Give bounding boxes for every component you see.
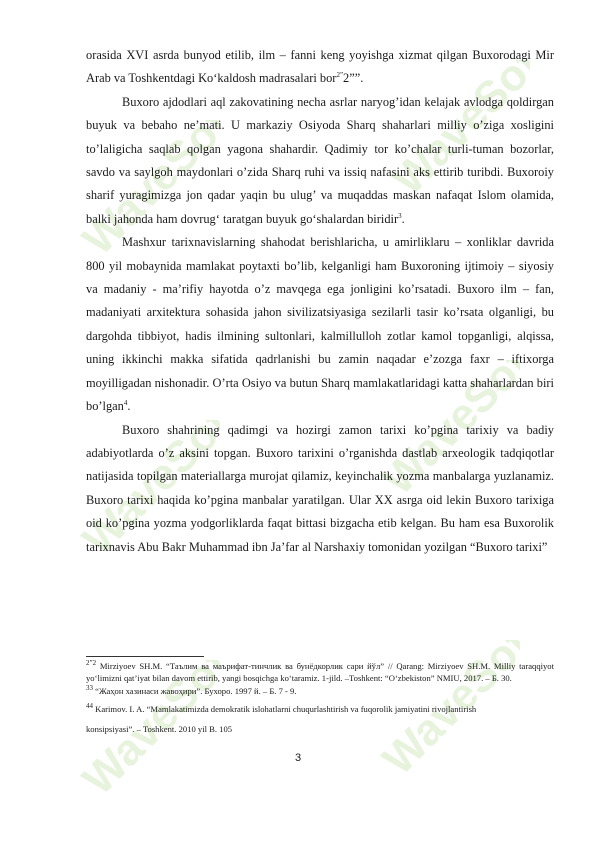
paragraph-text: Buxoro shahrining qadimgi va hozirgi zamon tarixi ko’pgina tarixiy va badiy adabiyotlarda o’z aksini topgan. Buxoro tarixini o’rganishda dastlab arxeologik tadqiqotlar natijasida topilgan materiallarga murojat qilamiz, keyinchalik yozma manbalarga yuzlanamiz. Buxoro tarixi haqida ko’pgina manbalar yaratilgan. Ular XX asrga oid lekin Buxoro tarixiga oid ko’pgina yozma yodgorliklarda faqat bittasi bizgacha etib kelgan. Bu ham esa Buxorolik tarixnavis Abu Bakr Muhammad ibn Ja’far al Narshaxiy tomonidan yozilgan “Buxoro tarixi” bbox=[86, 422, 554, 554]
footnote-text: Karimov. I. A. “Mamlakatimizda demokratik islohatlarni chuqurlashtirish va fuqorolik jamiyatini rivojlantirish bbox=[93, 704, 477, 714]
footnote bbox=[86, 660, 554, 684]
footnote-mark: 2”2 bbox=[86, 659, 97, 668]
watermark-text: WaveSoft bbox=[373, 360, 520, 505]
watermark-text: WaveSoft bbox=[73, 420, 220, 565]
watermark-text: WaveSoft bbox=[73, 660, 220, 805]
watermark-text: WaveSoft bbox=[73, 120, 220, 265]
paragraph bbox=[86, 91, 554, 231]
footnote-ref: 3 bbox=[398, 211, 402, 220]
footnotes bbox=[86, 660, 554, 736]
page-number: 3 bbox=[294, 752, 302, 764]
body-text bbox=[86, 44, 554, 559]
paragraph bbox=[86, 44, 554, 91]
paragraph-text: . bbox=[401, 211, 405, 226]
footnote-text: konsipsiyasi”. – Toshkent. 2010 yil B. 105 bbox=[86, 724, 233, 734]
footnote-mark: 33 bbox=[86, 684, 93, 693]
paragraph-text: Mashxur tarixnavislarning shahodat berishlaricha, u amirliklaru – xonliklar davrida 800 yil mobaynida mamlakat poytaxti bo’lib, kelganligi ham Buxoroning ijtimoiy – siyosiy va madaniy - ma’rifiy hayotda o’z mavqega ega jonligini ko’rsatadi. Buxoro ilm – fan, madaniyati arxitektura sohasida jahon sivilizatsiyasiga sezilarli tasir ko’rsata olganligi, bu dargohda tibbiyot, hadis ilmining sultonlari, kalmillulloh zotlar kamol topganligi, alqissa, uning ikkinchi makka sifatida qadrlanishi bu zamin naqadar e’zozga faxr – iftixorga moyilligadan nishonadir. O’rta Osiyo va butun Sharq mamlakatlaridagi katta shaharlardan biri bo’lgan bbox=[86, 235, 554, 414]
footnote bbox=[86, 685, 554, 697]
paragraph bbox=[86, 231, 554, 418]
footnote-mark: 44 bbox=[86, 702, 93, 711]
footnote-text: “Жаҳон хазинаси жавоҳири”. Бухоро. 1997 й. – Б. 7 - 9. bbox=[93, 686, 297, 696]
footnote-separator bbox=[86, 656, 204, 657]
footnote bbox=[86, 703, 554, 735]
watermark-text: WaveSoft bbox=[383, 60, 530, 205]
paragraph bbox=[86, 419, 554, 559]
paragraph-text: Buxoro ajdodlari aql zakovatining necha asrlar naryog’idan kelajak avlodga qoldirgan buyuk va bebaho ne’mati. U markaziy Osiyoda Sharq shaharlari milliy o’ziga xosligini to’laligicha saqlab qolgan yagona shahardir. Qadimiy tor ko’chalar turli-tuman bozorlar, savdo va saylgoh maydonlari o’zida Sharq ruhi va issiq nafasini aks ettirib turibdi. Buxoroiy sharif yuragimizga jon qadar yaqin bu ulug’ va muqaddas maskan nafaqat Islom olamida, balki jahonda ham dovrug‘ taratgan buyuk go‘shalardan biridir bbox=[86, 94, 554, 226]
footnote-text: Mirziyoev SH.M. “Таълим ва маърифат-тинчлик ва бунёдкорлик сари йўл” // Qarang: Mirziyoev SH.M. Milliy taraqqiyot yo‘limizni qat’iyat bilan davom ettirib, yangi bosqichga ko‘taramiz. 1-jild. –Toshkent: “O‘zbekiston” NMIU, 2017. – Б. 30. bbox=[86, 661, 554, 683]
paragraph-text: orasida XVI asrda bunyod etilib, ilm – fanni keng yoyishga xizmat qilgan Buxorodagi Mir Arab va Toshkentdagi Ko‘kaldosh madrasalari bor bbox=[86, 48, 554, 86]
paragraph-text: . bbox=[127, 399, 131, 414]
paragraph-text: 2””. bbox=[343, 71, 364, 86]
footnote-ref: 2” bbox=[336, 71, 344, 80]
watermark-text: WaveSoft bbox=[373, 640, 520, 785]
footnote-ref: 4 bbox=[123, 398, 128, 407]
